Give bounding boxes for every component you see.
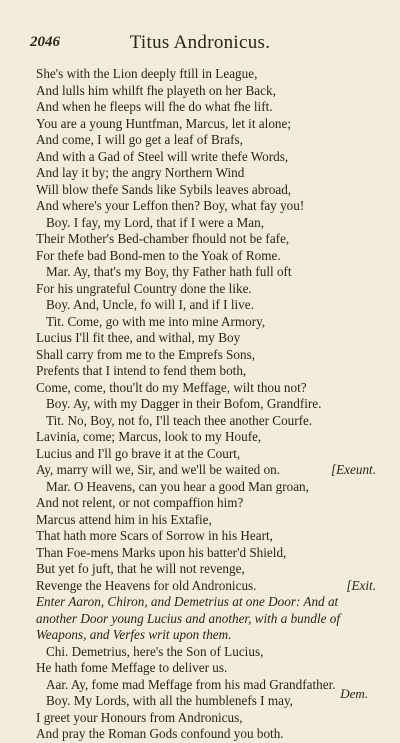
text-line: Lucius I'll fit thee, and withal, my Boy [36, 330, 241, 345]
text-line: Than Foe-mens Marks upon his batter'd Shield, [36, 544, 287, 560]
text-line: And where's your Leffon then? Boy, what fay you! [36, 198, 305, 213]
text-line-with-direction: Revenge the Heavens for old Andronicus. [Exit. [36, 577, 376, 593]
text-line: And with a Gad of Steel will write thefe Words, [36, 148, 289, 164]
text-line: He hath fome Meffage to deliver us. [36, 660, 228, 675]
text-line: Prefents that I intend to fend them both, [36, 363, 247, 378]
speech-line: Mar. Ay, that's my Boy, thy Father hath full oft [46, 264, 292, 279]
text-line: And when he fleeps will fhe do what fhe lift. [36, 99, 273, 114]
text-line: And not relent, or not compaffion him? [36, 495, 244, 510]
stage-direction-line: another Door young Lucius and another, with a bundle of [36, 610, 341, 626]
text-line: Shall carry from me to the Emprefs Sons, [36, 346, 256, 362]
text-line: I greet your Honours from Andronicus, [36, 709, 243, 725]
text-line: For thefe bad Bond-men to the Yoak of Rome. [36, 247, 281, 263]
speech-line: Boy. I fay, my Lord, that if I were a Man, [46, 214, 265, 230]
stage-direction: [Exit. [346, 577, 376, 593]
speech-line: Boy. Ay, with my Dagger in their Bofom, Grandfire. [46, 396, 322, 411]
text-line: Lavinia, come; Marcus, look to my Houfe, [36, 429, 262, 444]
text-line: Their Mother's Bed-chamber fhould not be fafe, [36, 231, 290, 246]
speech-line: Tit. Come, go with me into mine Armory, [46, 313, 266, 329]
text-line: Will blow thefe Sands like Sybils leaves abroad, [36, 181, 292, 197]
page-header [0, 34, 400, 56]
text-line: And lay it by; the angry Northern Wind [36, 165, 245, 180]
stage-direction: [Exeunt. [330, 462, 376, 477]
speech-line: Boy. And, Uncle, fo will I, and if I live. [46, 297, 254, 312]
stage-direction-line: Weapons, and Verfes writ upon them. [36, 627, 232, 642]
speech-line: Boy. My Lords, with all the humblenefs I may, [46, 693, 293, 708]
text-line-with-direction: Ay, marry will we, Sir, and we'll be waited on. [Exeunt. [36, 462, 376, 477]
text-line: Come, come, thou'lt do my Meffage, wilt thou not? [36, 379, 307, 395]
text-line: But yet fo juft, that he will not revenge, [36, 561, 245, 576]
stage-direction-line: Enter Aaron, Chiron, and Demetrius at one Door: And at [36, 594, 339, 609]
catchword: Dem. [340, 686, 368, 701]
text-line: Marcus attend him in his Extafie, [36, 511, 212, 527]
text-line: That hath more Scars of Sorrow in his Heart, [36, 528, 273, 543]
text-line: She's with the Lion deeply ftill in League, [36, 66, 258, 81]
text-line: Lucius and I'll go brave it at the Court, [36, 445, 241, 461]
text-line: And lulls him whilft fhe playeth on her Back, [36, 82, 276, 98]
speech-line: Chi. Demetrius, here's the Son of Lucius, [46, 643, 264, 659]
speech-line: Aar. Ay, fome mad Meffage from his mad Grandfather. [46, 676, 336, 692]
text-line: You are a young Huntfman, Marcus, let it alone; [36, 115, 292, 131]
text-line: For his ungrateful Country done the like. [36, 280, 252, 296]
text-line: And pray the Roman Gods confound you both. [36, 726, 284, 741]
page-number: 2046 [30, 34, 60, 50]
speech-line: Tit. No, Boy, not fo, I'll teach thee another Courfe. [46, 412, 313, 428]
play-text [36, 66, 380, 743]
speech-line: Mar. O Heavens, can you hear a good Man groan, [46, 478, 309, 494]
text-line: And come, I will go get a leaf of Brafs, [36, 132, 243, 147]
running-title: Titus Andronicus. [129, 32, 271, 53]
